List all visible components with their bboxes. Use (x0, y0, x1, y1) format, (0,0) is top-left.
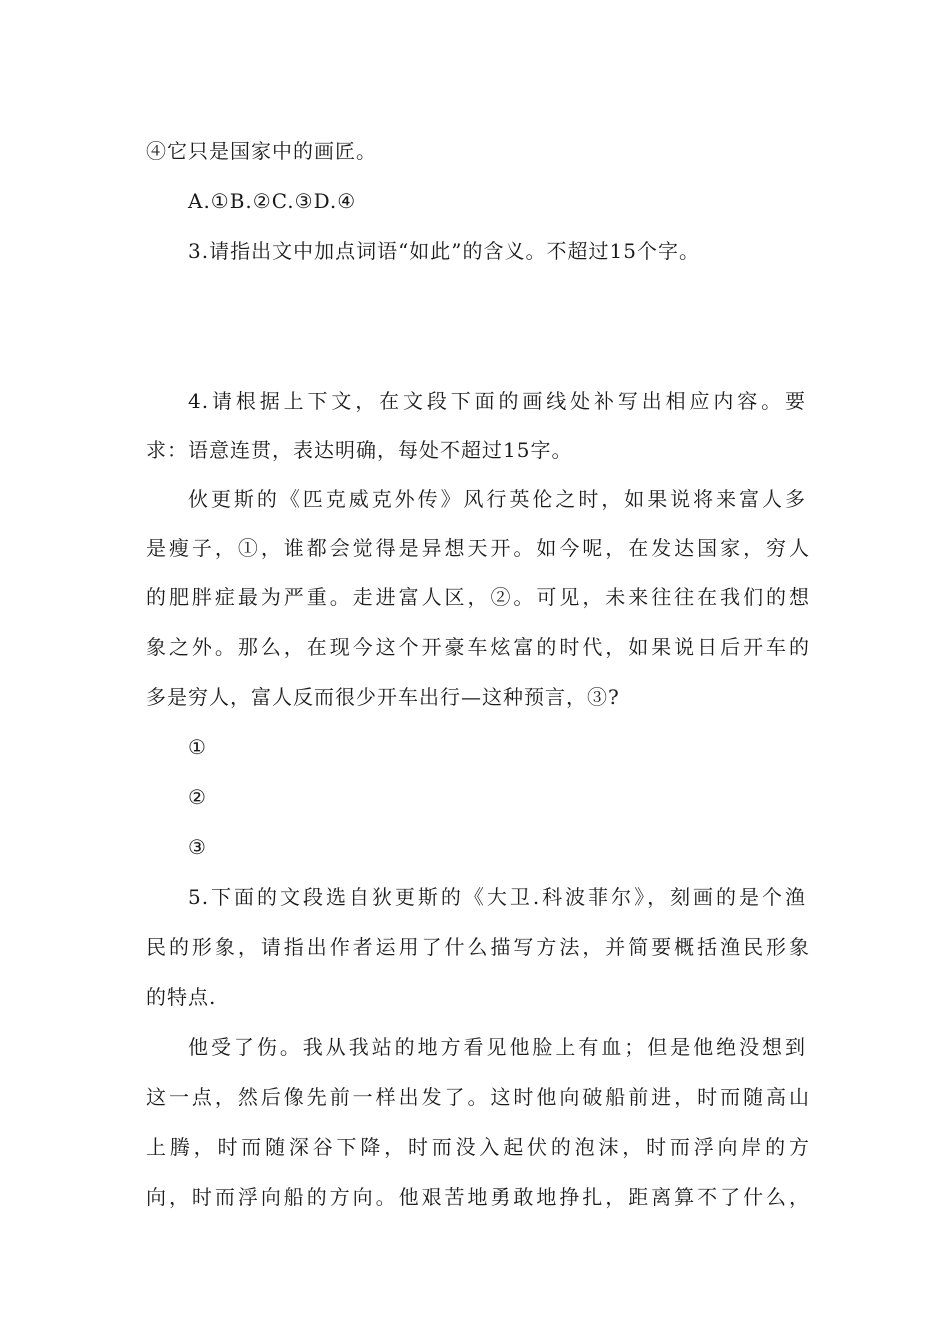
passage-2-line-4: 向，时而浮向船的方向。他艰苦地勇敢地挣扎，距离算不了什么， (146, 1185, 810, 1209)
passage-1-line-1: 伙更斯的《匹克威克外传》风行英伦之时，如果说将来富人多 (188, 487, 806, 511)
passage-1-line-3: 的肥胖症最为严重。走进富人区，②。可见，未来往往在我们的想 (146, 585, 810, 609)
passage-2-line-3: 上腾，时而随深谷下降，时而没入起伏的泡沫，时而浮向岸的方 (146, 1135, 810, 1159)
blank-3-label: ③ (188, 835, 207, 859)
question-5-line-2: 民的形象，请指出作者运用了什么描写方法，并简要概括渔民形象 (146, 935, 810, 959)
passage-1-line-5: 多是穷人，富人反而很少开车出行—这种预言，③? (146, 685, 620, 709)
question-5-line-3: 的特点. (146, 985, 217, 1009)
question-4-line-2: 求：语意连贯，表达明确，每处不超过15字。 (146, 438, 573, 462)
option-four-line: ④它只是国家中的画匠。 (146, 139, 377, 163)
passage-1-line-4: 象之外。那么，在现今这个开豪车炫富的时代，如果说日后开车的 (146, 635, 810, 659)
passage-2-line-1: 他受了伤。我从我站的地方看见他脸上有血；但是他绝没想到 (188, 1035, 806, 1059)
question-5-line-1: 5.下面的文段选自狄更斯的《大卫.科波菲尔》，刻画的是个渔 (188, 885, 806, 909)
question-3: 3.请指出文中加点词语“如此”的含义。不超过15个字。 (188, 239, 700, 263)
question-4-line-1: 4.请根据上下文，在文段下面的画线处补写出相应内容。要 (188, 389, 806, 413)
blank-1-label: ① (188, 735, 207, 759)
blank-2-label: ② (188, 785, 207, 809)
passage-1-line-2: 是瘦子，①，谁都会觉得是异想天开。如今呢，在发达国家，穷人 (146, 536, 810, 560)
answer-choices: A.①B.②C.③D.④ (188, 189, 357, 213)
passage-2-line-2: 这一点，然后像先前一样出发了。这时他向破船前进，时而随高山 (146, 1085, 810, 1109)
